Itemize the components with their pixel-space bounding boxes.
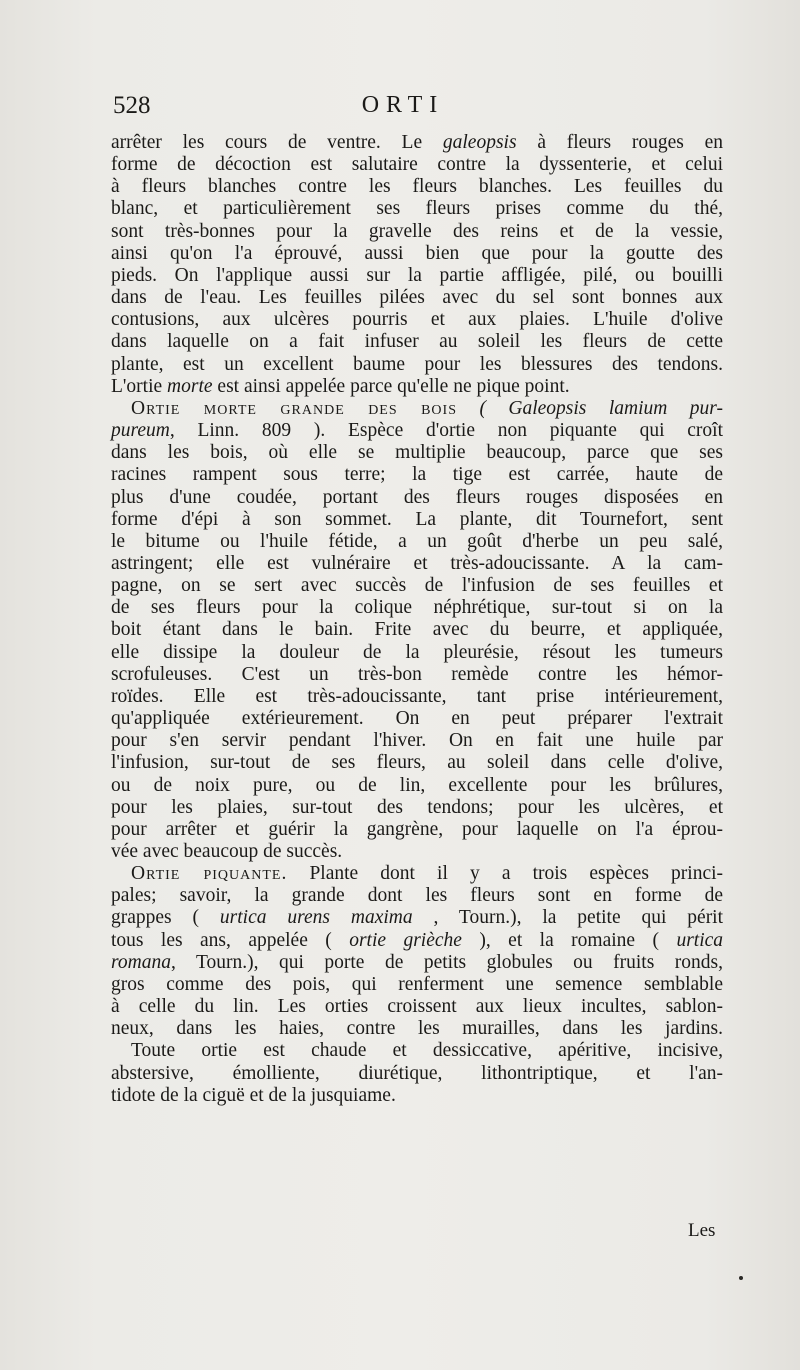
text-line-40: à celle du lin. Les orties croissent aux lieux incultes, sablon- — [111, 996, 723, 1018]
text-line-24: elle dissipe la douleur de la pleurésie, résout les tumeurs — [111, 641, 723, 663]
text-line-12: L'ortie morte est ainsi appelée parce qu'elle ne pique point. — [111, 375, 570, 397]
text-line-28: pour s'en servir pendant l'hiver. On en fait une huile par — [111, 730, 723, 752]
text-line-31: pour les plaies, sur-tout des tendons; pour les ulcères, et — [111, 796, 723, 818]
text-line-22: de ses fleurs pour la colique néphrétique, sur-tout si on la — [111, 597, 723, 619]
text-line-2: forme de décoction est salutaire contre la dyssenterie, et celui — [111, 154, 723, 176]
text-line-6: ainsi qu'on l'a éprouvé, aussi bien que pour la goutte des — [111, 242, 723, 264]
text-line-18: forme d'épi à son sommet. La plante, dit Tournefort, sent — [111, 508, 723, 530]
text-line-26: roïdes. Elle est très-adoucissante, tant prise intérieurement, — [111, 685, 723, 707]
text-line-37: tous les ans, appelée ( ortie grièche ), et la romaine ( urtica — [111, 929, 724, 951]
text-line-15: dans les bois, où elle se multiplie beaucoup, parce que ses — [111, 442, 723, 464]
text-line-9: contusions, aux ulcères pourris et aux plaies. L'huile d'olive — [111, 309, 723, 331]
text-line-41: neux, dans les haies, contre les murailles, dans les jardins. — [111, 1018, 723, 1040]
text-line-1: arrêter les cours de ventre. Le galeopsis à fleurs rouges en — [111, 132, 724, 153]
entry-ortie-morte: Ortie morte grande des bois ( Galeopsis lamium pur- — [131, 397, 723, 419]
text-line-17: plus d'une coudée, portant des fleurs rouges disposées en — [111, 486, 723, 508]
entry-ortie-piquante: Ortie piquante. Plante dont il y a trois espèces princi- — [131, 863, 724, 885]
text-line-39: gros comme des pois, qui renferment une semence semblable — [111, 973, 723, 995]
body-text — [111, 132, 723, 1107]
text-line-27: qu'appliquée extérieurement. On en peut préparer l'extrait — [111, 708, 723, 730]
text-line-29: l'infusion, sur-tout de ses fleurs, au soleil dans celle d'olive, — [111, 752, 723, 774]
catchword: Les — [688, 1220, 716, 1241]
text-line-30: ou de noix pure, ou de lin, excellente pour les brûlures, — [111, 774, 723, 796]
text-line-5: sont très-bonnes pour la gravelle des reins et de la vessie, — [111, 220, 723, 242]
text-line-3: à fleurs blanches contre les fleurs blanches. Les feuilles du — [111, 176, 723, 198]
text-line-42: Toute ortie est chaude et dessiccative, apéritive, incisive, — [131, 1040, 723, 1062]
text-line-23: boit étant dans le bain. Frite avec du beurre, et appliquée, — [111, 619, 723, 641]
text-line-32: pour arrêter et guérir la gangrène, pour laquelle on l'a éprou- — [111, 818, 723, 840]
text-line-25: scrofuleuses. C'est un très-bon remède contre les hémor- — [111, 663, 723, 685]
text-line-36: grappes ( urtica urens maxima , Tourn.), la petite qui périt — [111, 907, 724, 929]
text-line-19: le bitume ou l'huile fétide, a un goût d'herbe un peu salé, — [111, 530, 723, 552]
text-line-4: blanc, et particulièrement ses fleurs prises comme du thé, — [111, 198, 723, 220]
text-line-44: tidote de la ciguë et de la jusquiame. — [111, 1084, 396, 1106]
ink-speck — [739, 1276, 743, 1280]
text-line-33: vée avec beaucoup de succès. — [111, 841, 343, 862]
page-number: 528 — [113, 92, 151, 119]
running-head: ORTI — [361, 92, 445, 118]
entry-heading: Ortie morte grande des bois — [131, 397, 457, 419]
text-line-14: pureum, Linn. 809 ). Espèce d'ortie non piquante qui croît — [111, 420, 723, 442]
text-line-35: pales; savoir, la grande dont les fleurs sont en forme de — [111, 885, 723, 907]
text-line-43: abstersive, émolliente, diurétique, lithontriptique, et l'an- — [111, 1062, 723, 1084]
entry-heading: Ortie piquante. — [131, 863, 288, 885]
page-header — [113, 92, 693, 122]
text-line-10: dans laquelle on a fait infuser au soleil les fleurs de cette — [111, 331, 723, 353]
text-line-8: dans de l'eau. Les feuilles pilées avec du sel sont bonnes aux — [111, 287, 723, 309]
text-line-21: pagne, on se sert avec succès de l'infusion de ses feuilles et — [111, 575, 723, 597]
text-line-11: plante, est un excellent baume pour les blessures des tendons. — [111, 353, 723, 375]
text-line-16: racines rampent sous terre; la tige est carrée, haute de — [111, 464, 723, 486]
text-line-38: romana, Tourn.), qui porte de petits globules ou fruits ronds, — [111, 951, 723, 973]
text-line-7: pieds. On l'applique aussi sur la partie affligée, pilé, ou bouilli — [111, 264, 723, 286]
text-line-20: astringent; elle est vulnéraire et très-adoucissante. A la cam- — [111, 552, 723, 574]
